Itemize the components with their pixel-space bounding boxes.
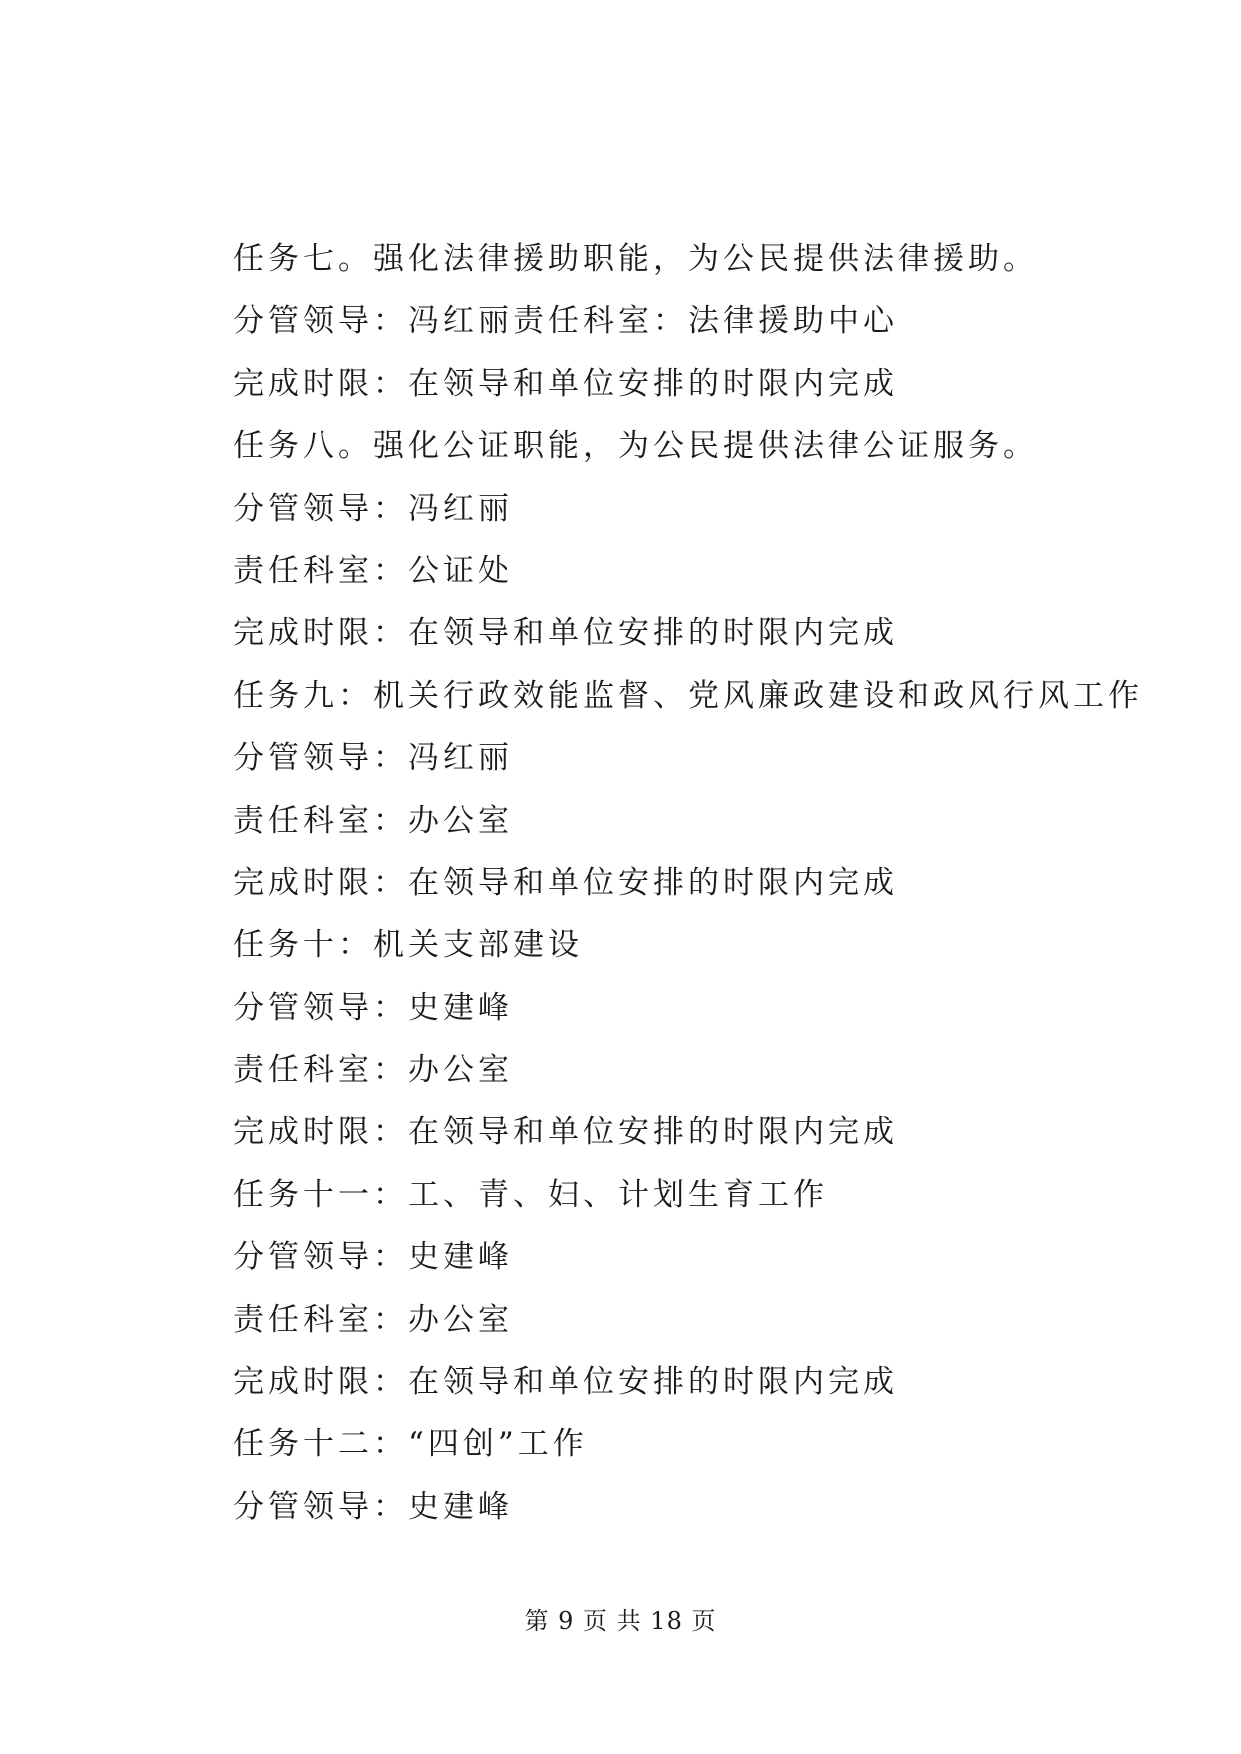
- text-line: 分管领导：冯红丽: [233, 740, 513, 777]
- text-line: 完成时限：在领导和单位安排的时限内完成: [233, 1114, 898, 1151]
- text-line: 责任科室：公证处: [233, 552, 513, 589]
- text-line: 任务九：机关行政效能监督、党风廉政建设和政风行风工作: [233, 677, 1143, 714]
- text-line: 分管领导：史建峰: [233, 989, 513, 1026]
- text-line: 责任科室：办公室: [233, 802, 513, 839]
- text-line: 完成时限：在领导和单位安排的时限内完成: [233, 864, 898, 901]
- text-line: 分管领导：史建峰: [233, 1488, 513, 1525]
- text-line: 任务十二：“四创”工作: [233, 1426, 588, 1463]
- text-line: 分管领导：冯红丽责任科室：法律援助中心: [233, 303, 898, 340]
- page-number: 第 9 页 共 18 页: [524, 1607, 717, 1635]
- document-body: [233, 228, 1143, 1538]
- text-line: 责任科室：办公室: [233, 1052, 513, 1089]
- text-line: 完成时限：在领导和单位安排的时限内完成: [233, 365, 898, 402]
- text-line: 任务十一：工、青、妇、计划生育工作: [233, 1176, 828, 1213]
- text-line: 分管领导：冯红丽: [233, 490, 513, 527]
- text-line: 分管领导：史建峰: [233, 1239, 513, 1276]
- text-line: 任务八。强化公证职能，为公民提供法律公证服务。: [233, 428, 1038, 465]
- text-line: 任务十：机关支部建设: [233, 927, 583, 964]
- text-line: 完成时限：在领导和单位安排的时限内完成: [233, 1364, 898, 1401]
- text-line: 任务七。强化法律援助职能，为公民提供法律援助。: [233, 241, 1038, 277]
- text-line: 完成时限：在领导和单位安排的时限内完成: [233, 615, 898, 652]
- text-line: 责任科室：办公室: [233, 1301, 513, 1338]
